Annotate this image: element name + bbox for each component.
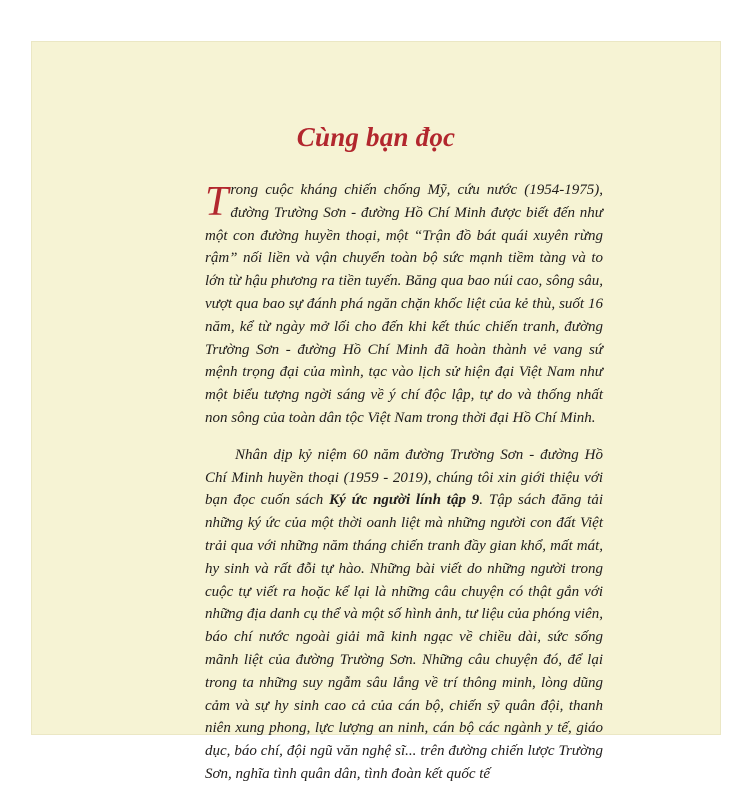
paragraph-2-text-start: Nhân dịp kỷ niệm 60 năm đường Trường Sơn - đường Hồ Chí Minh huyền thoại (1959 - 2019), chúng tôi xin giới thiệu với bạn đọc cuốn sách	[205, 446, 603, 509]
body-text	[205, 179, 603, 786]
drop-cap: T	[205, 179, 229, 225]
page-heading: Cùng bạn đọc	[296, 122, 456, 152]
paragraph-1-text: rong cuộc kháng chiến chống Mỹ, cứu nước (1954-1975), đường Trường Sơn - đường Hồ Chí Minh được biết đến như một con đường huyền thoại, một “Trận đồ bát quái xuyên rừng rậm” nối liền và vận chuyển toàn bộ sức mạnh tiềm tàng và to lớn từ hậu phương ra tiền tuyến. Băng qua bao núi cao, sông sâu, vượt qua bao sự đánh phá ngăn chặn khốc liệt của kẻ thù, suốt 16 năm, kể từ ngày mở lối cho đến khi kết thúc chiến tranh, đường Trường Sơn - đường Hồ Chí Minh đã hoàn thành vẻ vang sứ mệnh trọng đại của mình, tạc vào lịch sử hiện đại Việt Nam như một biểu tượng ngời sáng về ý chí độc lập, tự do và thống nhất non sông của toàn dân tộc Việt Nam trong thời đại Hồ Chí Minh.	[205, 182, 603, 426]
book-page	[32, 42, 720, 782]
paragraph-2	[205, 444, 603, 786]
book-title: Ký ức người lính tập 9	[329, 492, 480, 509]
paragraph-2-text-end: . Tập sách đăng tải những ký ức của một thời oanh liệt mà những người con đất Việt trải qua với những năm tháng chiến tranh đầy gian khổ, mất mát, hy sinh và rất đỗi tự hào. Những bài viết do những người trong cuộc tự viết ra hoặc kể lại là những câu chuyện có thật gắn với những địa danh cụ thể và một số hình ảnh, tư liệu của phóng viên, báo chí nước ngoài giải mã kinh ngạc về chiều dài, sức sống mãnh liệt của đường Trường Sơn. Những câu chuyện đó, để lại trong ta những suy ngẫm sâu lắng về trí thông minh, lòng dũng cảm và sự hy sinh cao cả của cán bộ, chiến sỹ quân đội, thanh niên xung phong, lực lượng an ninh, cán bộ các ngành y tế, giáo dục, báo chí, đội ngũ văn nghệ sĩ... trên đường chiến lược Trường Sơn, nghĩa tình quân dân, tình đoàn kết quốc tế	[205, 492, 603, 782]
paragraph-1	[205, 179, 603, 430]
